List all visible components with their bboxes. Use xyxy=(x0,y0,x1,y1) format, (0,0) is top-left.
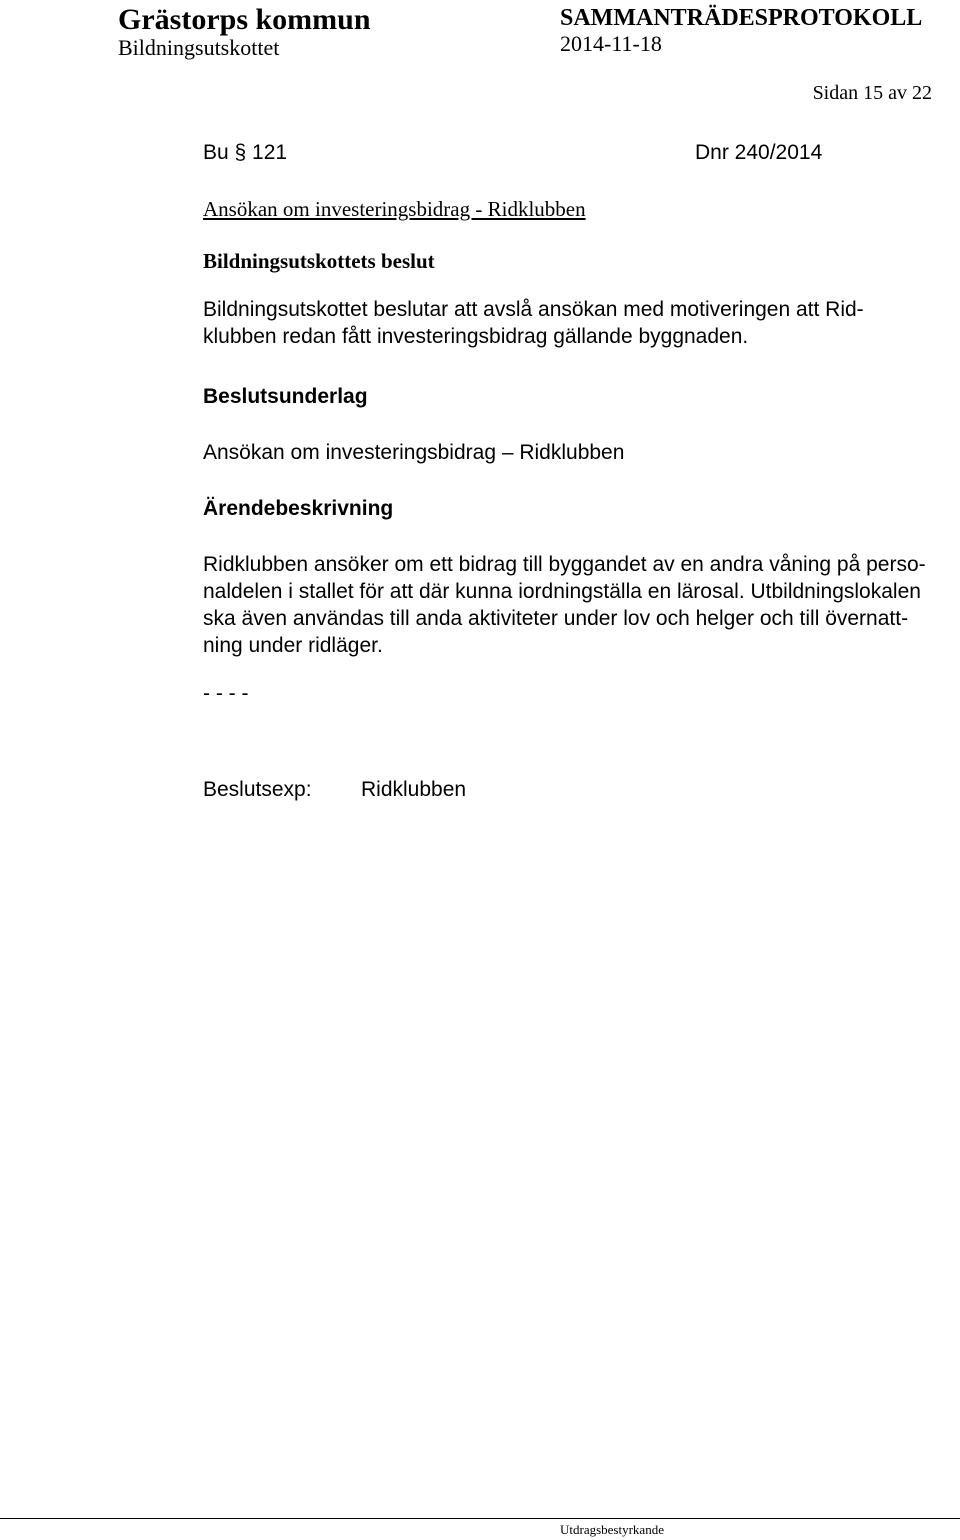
dispatch-value: Ridklubben xyxy=(361,778,467,801)
basis-text: Ansökan om investeringsbidrag – Ridklubben xyxy=(203,441,625,464)
case-number: Dnr 240/2014 xyxy=(695,141,823,164)
dispatch-label: Beslutsexp: xyxy=(203,778,312,801)
decision-heading: Bildningsutskottets beslut xyxy=(203,249,435,273)
organization-name: Grästorps kommun xyxy=(118,3,371,36)
committee-name: Bildningsutskottet xyxy=(118,35,280,60)
paragraph-number: Bu § 121 xyxy=(203,141,288,164)
decision-text: Bildningsutskottet beslutar att avslå ansökan med motiveringen att Rid-klubben redan fått investeringsbidrag gällande byggnaden. xyxy=(203,298,864,348)
description-heading: Ärendebeskrivning xyxy=(203,497,394,520)
description-text: Ridklubben ansöker om ett bidrag till byggandet av en andra våning på perso-naldelen i stallet för att där kunna iordningställa en lärosal. Utbildningslokalen ska även användas till anda aktiviteter under lov och helger och till övernatt-ning under ridläger. xyxy=(203,553,926,657)
document-type: SAMMANTRÄDESPROTOKOLL xyxy=(560,5,923,31)
page-indicator: Sidan 15 av 22 xyxy=(812,82,932,104)
footer-label: Utdragsbestyrkande xyxy=(560,1522,664,1537)
section-separator: - - - - xyxy=(203,682,249,705)
footer-rule xyxy=(0,1518,960,1519)
case-title: Ansökan om investeringsbidrag - Ridklubben xyxy=(203,197,586,221)
basis-heading: Beslutsunderlag xyxy=(203,385,368,408)
meeting-date: 2014-11-18 xyxy=(560,31,662,56)
